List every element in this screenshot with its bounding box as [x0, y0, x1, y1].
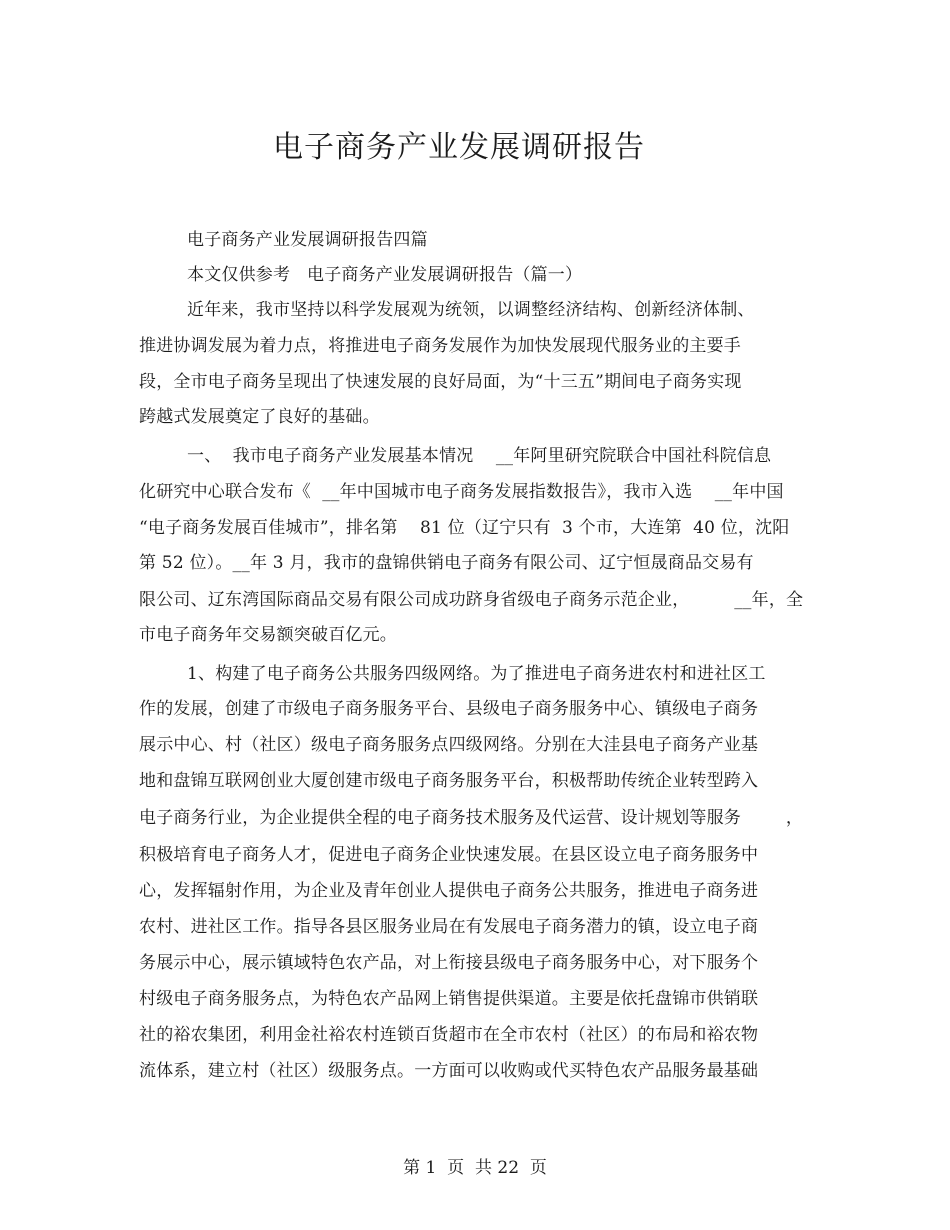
page-number-footer: 第 1 页 共 22 页 — [403, 1158, 547, 1178]
paragraph-line: 社的裕农集团，利用金社裕农村连锁百货超市在全市农村（社区）的布局和裕农物 — [139, 1025, 759, 1045]
paragraph-line: 务展示中心，展示镇域特色农产品，对上衔接县级电子商务服务中心，对下服务个 — [139, 953, 759, 973]
paragraph-line: 化研究中心联合发布《 __年中国城市电子商务发展指数报告》，我市入选 __年中国 — [139, 482, 784, 502]
paragraph-line: 限公司、辽东湾国际商品交易有限公司成功跻身省级电子商务示范企业， __年，全 — [139, 590, 804, 610]
paragraph-line: 第 52 位）。__年 3 月，我市的盘锦供销电子商务有限公司、辽宁恒晟商品交易有 — [139, 553, 754, 573]
paragraph-line: 一、 我市电子商务产业发展基本情况 __年阿里研究院联合中国社科院信息 — [187, 446, 772, 466]
paragraph-line: 地和盘锦互联网创业大厦创建市级电子商务服务平台，积极帮助传统企业转型跨入 — [139, 771, 759, 791]
reference-line: 本文仅供参考 电子商务产业发展调研报告（篇一） — [187, 265, 583, 285]
paragraph-line: 心，发挥辐射作用，为企业及青年创业人提供电子商务公共服务，推进电子商务进 — [139, 881, 759, 901]
paragraph-line: 段，全市电子商务呈现出了快速发展的良好局面，为“十三五”期间电子商务实现 — [139, 372, 742, 392]
paragraph-line: 市电子商务年交易额突破百亿元。 — [139, 625, 397, 645]
paragraph-line: 村级电子商务服务点，为特色农产品网上销售提供渠道。主要是依托盘锦市供销联 — [139, 989, 759, 1009]
paragraph-line: 推进协调发展为着力点，将推进电子商务发展作为加快发展现代服务业的主要手 — [139, 336, 741, 356]
paragraph-line: 农村、进社区工作。指导各县区服务业局在有发展电子商务潜力的镇，设立电子商 — [139, 917, 759, 937]
paragraph-line: 流体系，建立村（社区）级服务点。一方面可以收购或代买特色农产品服务最基础 — [139, 1061, 759, 1081]
paragraph-line: 展示中心、村（社区）级电子商务服务点四级网络。分别在大洼县电子商务产业基 — [139, 735, 759, 755]
paragraph-line: 1、构建了电子商务公共服务四级网络。为了推进电子商务进农村和进社区工 — [187, 664, 766, 684]
paragraph-line: “电子商务发展百佳城市”，排名第 81 位（辽宁只有 3 个市，大连第 40 位，沈阳 — [139, 518, 790, 538]
subtitle-line: 电子商务产业发展调研报告四篇 — [187, 230, 428, 250]
paragraph-line: 电子商务行业，为企业提供全程的电子商务技术服务及代运营、设计规划等服务 ， — [139, 808, 804, 828]
paragraph-line: 跨越式发展奠定了良好的基础。 — [139, 407, 380, 427]
paragraph-line: 作的发展，创建了市级电子商务服务平台、县级电子商务服务中心、镇级电子商务 — [139, 699, 759, 719]
document-title: 电子商务产业发展调研报告 — [273, 130, 645, 165]
paragraph-line: 积极培育电子商务人才，促进电子商务企业快速发展。在县区设立电子商务服务中 — [139, 845, 759, 865]
paragraph-line: 近年来，我市坚持以科学发展观为统领，以调整经济结构、创新经济体制、 — [187, 300, 755, 320]
